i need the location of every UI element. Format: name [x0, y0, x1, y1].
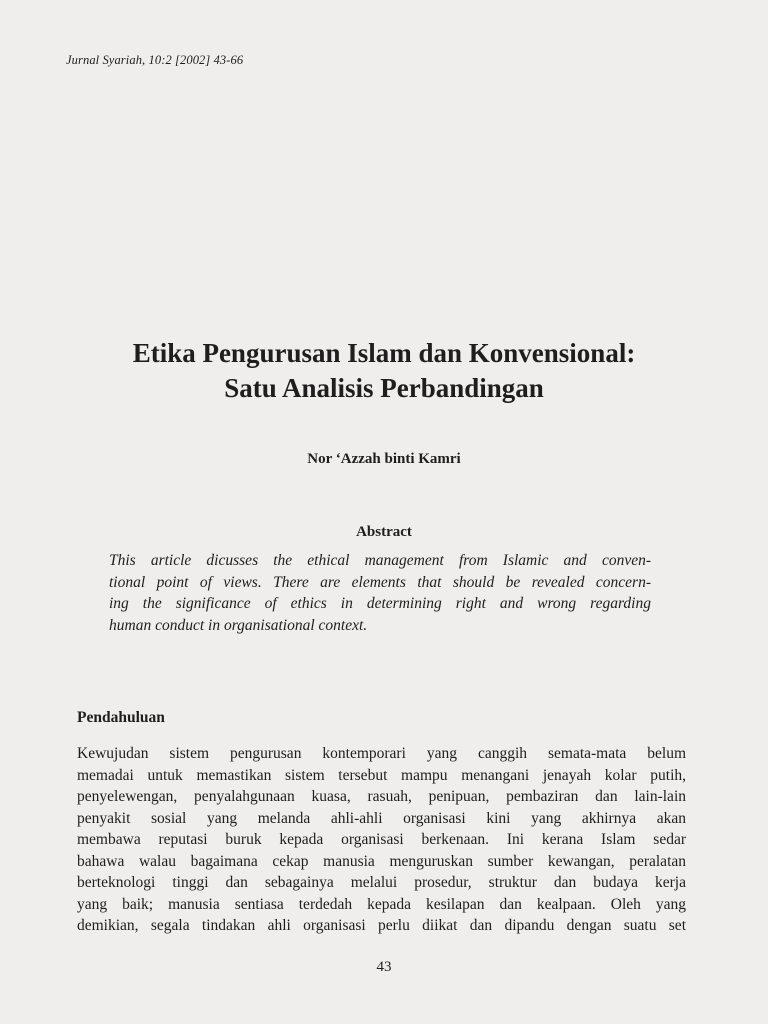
body-line: Kewujudan sistem pengurusan kontemporari yang canggih semata-mata belum — [77, 745, 686, 762]
abstract-heading: Abstract — [356, 524, 412, 540]
abstract-line: This article dicusses the ethical management from Islamic and conven- — [109, 552, 651, 569]
page-number: 43 — [376, 959, 392, 975]
abstract-line: ing the significance of ethics in determining right and wrong regarding — [109, 595, 651, 612]
body-line: bahawa walau bagaimana cekap manusia menguruskan sumber kewangan, peralatan — [77, 852, 686, 870]
body-line: memadai untuk memastikan sistem tersebut mampu menangani jenayah kolar putih, — [77, 766, 686, 784]
author-name: Nor ‘Azzah binti Kamri — [307, 451, 461, 467]
running-head: Jurnal Syariah, 10:2 [2002] 43-66 — [66, 53, 244, 67]
abstract-body — [109, 550, 651, 636]
body-line: penyakit sosial yang melanda ahli-ahli organisasi kini yang akhirnya akan — [77, 809, 686, 827]
body-paragraph — [77, 743, 686, 937]
body-line: berteknologi tinggi dan sebagainya melalui prosedur, struktur dan budaya kerja — [77, 874, 686, 891]
abstract-line: human conduct in organisational context. — [109, 616, 368, 634]
body-line: penyelewengan, penyalahgunaan kuasa, rasuah, penipuan, pembaziran dan lain-lain — [77, 788, 686, 805]
section-heading: Pendahuluan — [77, 709, 165, 726]
abstract-line: tional point of views. There are elements that should be revealed concern- — [109, 573, 651, 591]
body-line: membawa reputasi buruk kepada organisasi berkenaan. Ini kerana Islam sedar — [77, 831, 686, 848]
article-title — [0, 336, 768, 406]
title-line: Satu Analisis Perbandingan — [224, 373, 544, 403]
body-line: demikian, segala tindakan ahli organisasi perlu diikat dan dipandu dengan suatu set — [77, 917, 686, 934]
body-line: yang baik; manusia sentiasa terdedah kepada kesilapan dan kealpaan. Oleh yang — [77, 895, 686, 913]
title-line: Etika Pengurusan Islam dan Konvensional: — [132, 338, 636, 368]
